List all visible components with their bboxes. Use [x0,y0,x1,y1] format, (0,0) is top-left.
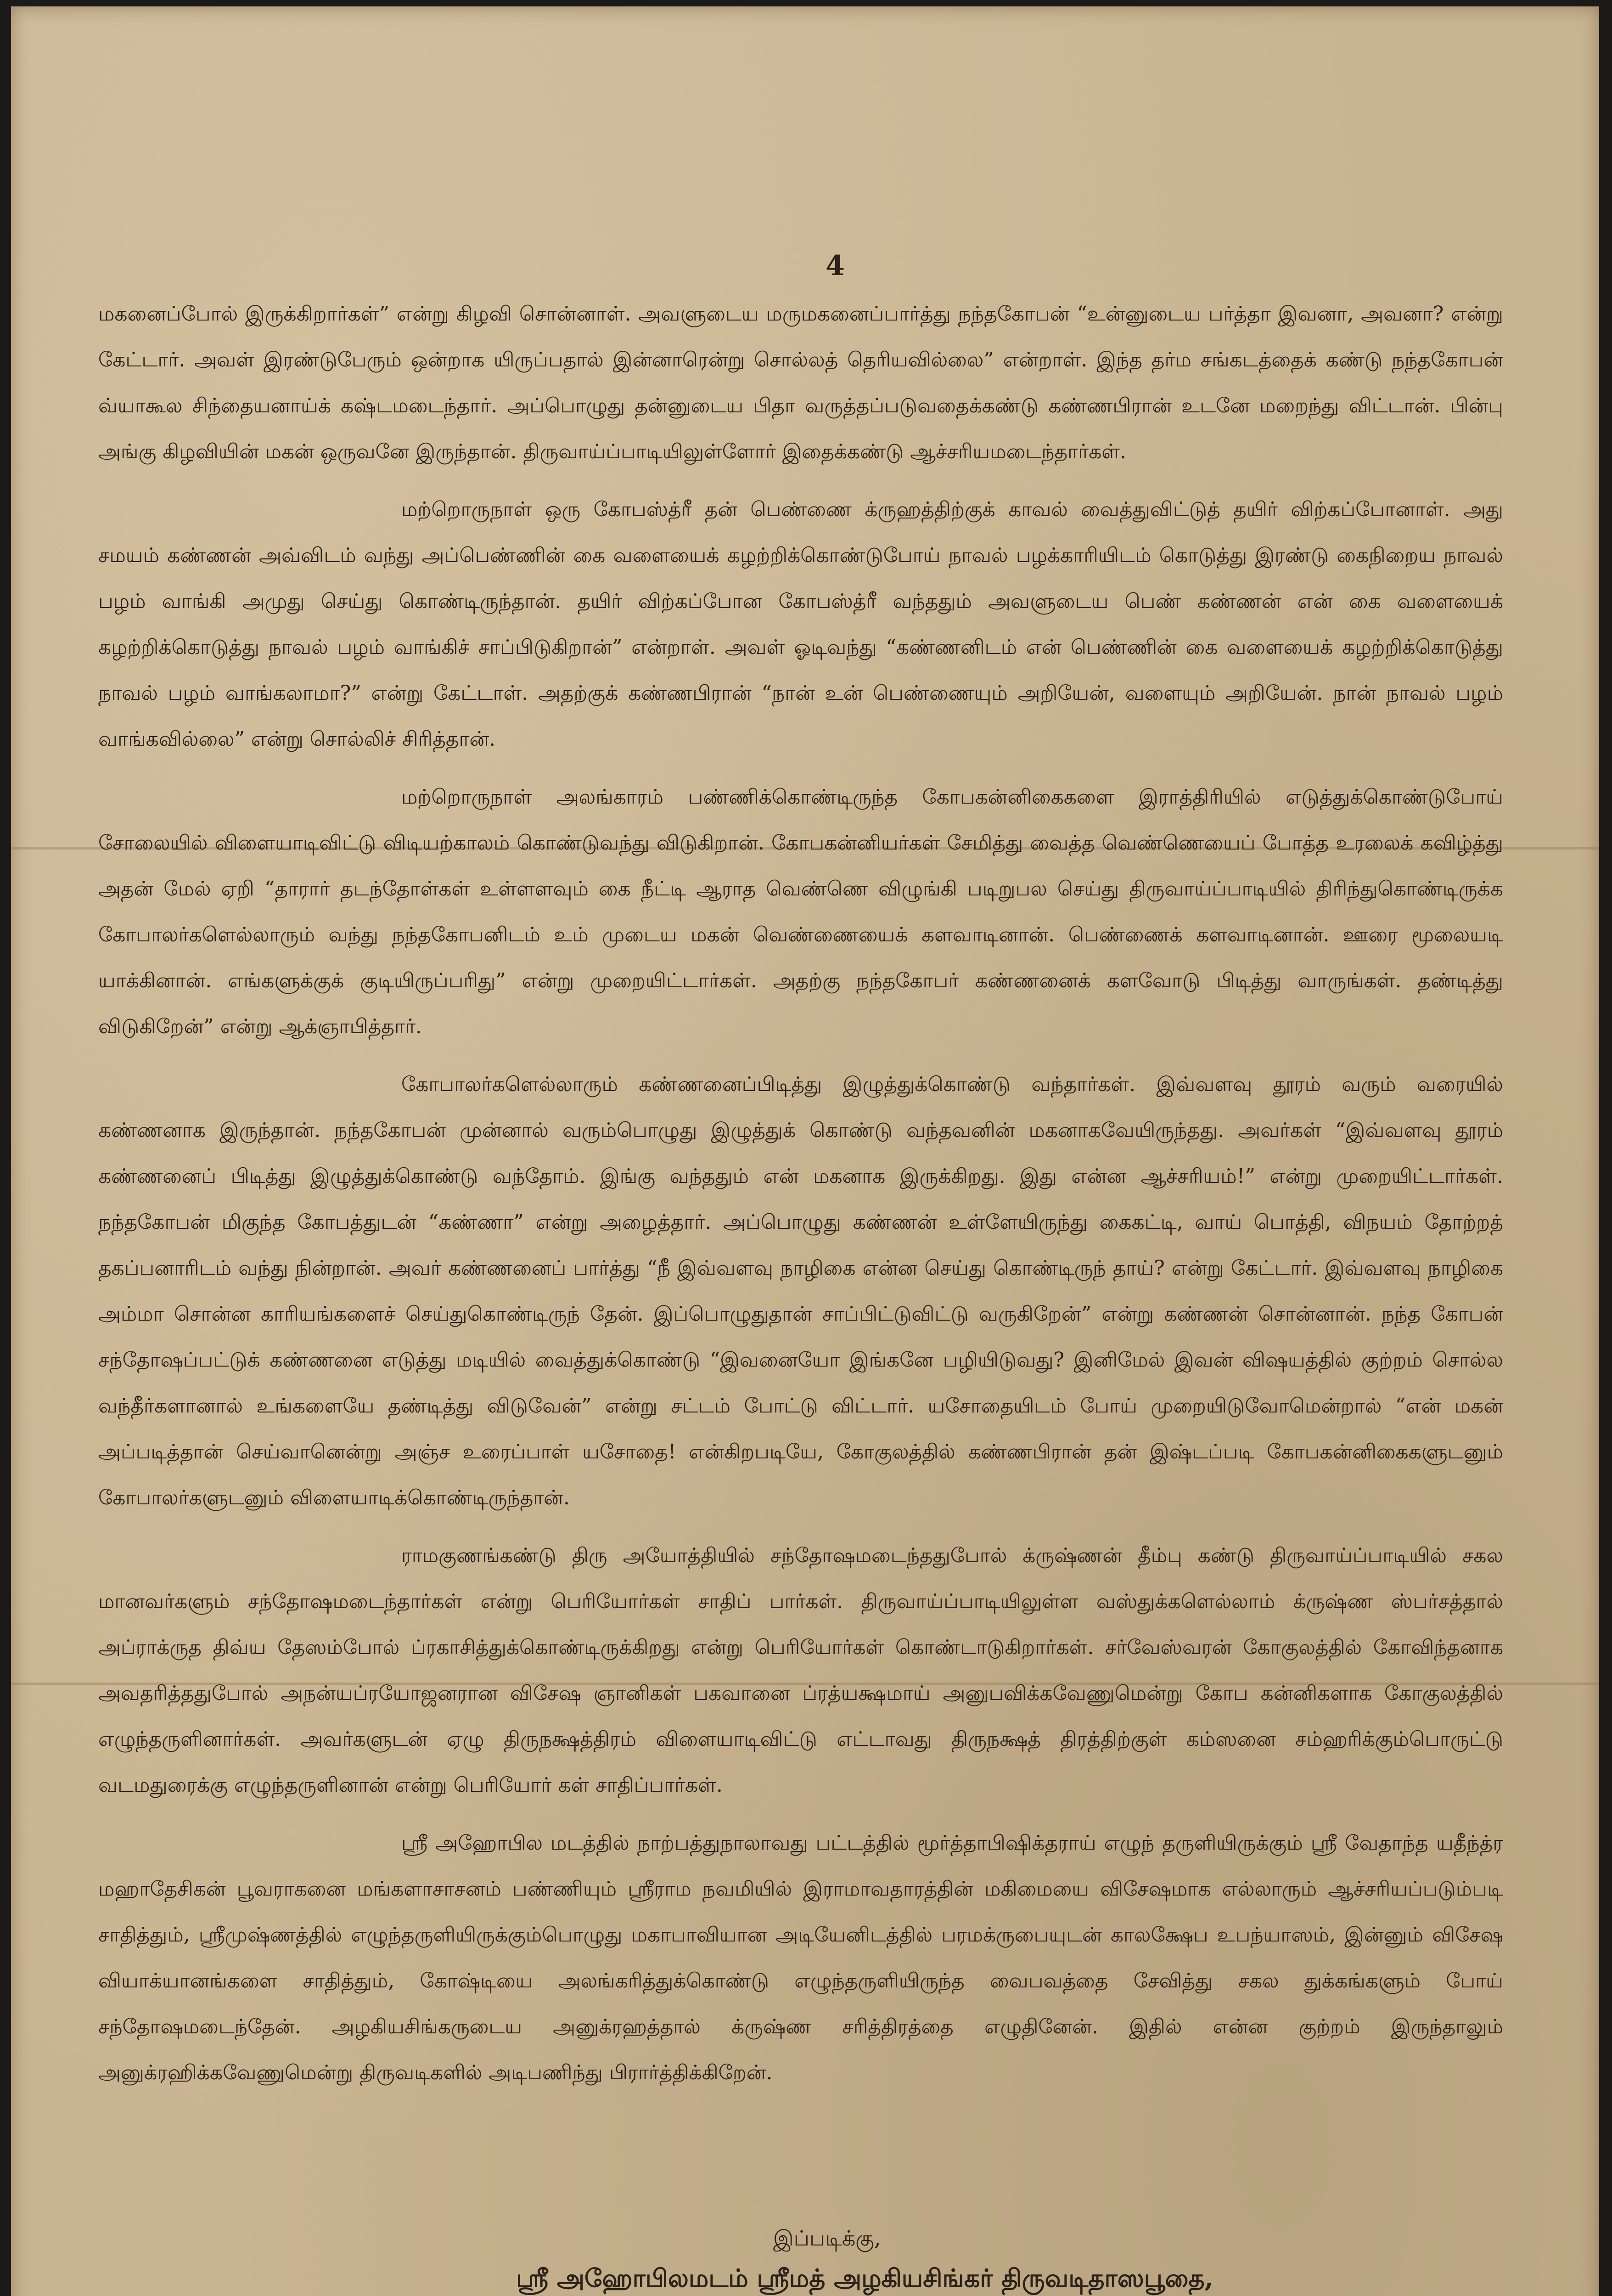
body-text [98,291,1503,2108]
page-number: 4 [826,250,845,282]
paragraph: ராமகுணங்கண்டு திரு அயோத்தியில் சந்தோஷமடைந்ததுபோல் க்ருஷ்ணன் தீம்பு கண்டு திருவாய்ப்பாடியில் சகல மானவர்களும் சந்தோஷமடைந்தார்கள் என்று பெரியோர்கள் சாதிப் பார்கள். திருவாய்ப்பாடியிலுள்ள வஸ்துக்களெல்லாம் க்ருஷ்ண ஸ்பர்சத்தால் அப்ராக்ருத திவ்ய தேஸம்போல் ப்ரகாசித்துக்கொண்டிருக்கிறது என்று பெரியோர்கள் கொண்டாடுகிறார்கள். சர்வேஸ்வரன் கோகுலத்தில் கோவிந்தனாக அவதரித்ததுபோல் அநன்யப்ரயோஜனரான விசேஷ ஞானிகள் பகவானை ப்ரத்யக்ஷமாய் அனுபவிக்கவேணுமென்று கோப கன்னிகளாக கோகுலத்தில் எழுந்தருளினார்கள். அவர்களுடன் ஏழு திருநக்ஷத்திரம் விளையாடிவிட்டு எட்டாவது திருநக்ஷத் திரத்திற்குள் கம்ஸனை சம்ஹரிக்கும்பொருட்டு வடமதுரைக்கு எழுந்தருளினான் என்று பெரியோர் கள் சாதிப்பார்கள். [98,1544,1503,1797]
paragraph: ஸ்ரீ அஹோபில மடத்தில் நாற்பத்துநாலாவது பட்டத்தில் மூர்த்தாபிஷிக்தராய் எழுந் தருளியிருக்கும் ஸ்ரீ வேதாந்த யதீந்த்ர மஹாதேசிகன் பூவராகனை மங்களாசாசனம் பண்ணியும் ஸ்ரீராம நவமியில் இராமாவதாரத்தின் மகிமையை விசேஷமாக எல்லாரும் ஆச்சரியப்படும்படி சாதித்தும், ஸ்ரீமுஷ்ணத்தில் எழுந்தருளியிருக்கும்பொழுது மகாபாவியான அடியேனிடத்தில் பரமக்ருபையுடன் காலக்ஷேப உபந்யாஸம், இன்னும் விசேஷ வியாக்யானங்களை சாதித்தும், கோஷ்டியை அலங்கரித்துக்கொண்டு எழுந்தருளியிருந்த வைபவத்தை சேவித்து சகல துக்கங்களும் போய் சந்தோஷமடைந்தேன். அழகியசிங்கருடைய அனுக்ரஹத்தால் க்ருஷ்ண சரித்திரத்தை எழுதினேன். இதில் என்ன குற்றம் இருந்தாலும் அனுக்ரஹிக்கவேணுமென்று திருவடிகளில் அடிபணிந்து பிரார்த்திக்கிறேன். [98,1831,1503,2084]
signatory-title: ஸ்ரீ அஹோபிலமடம் ஸ்ரீமத் அழகியசிங்கர் திருவடிதாஸபூதை, [516,2263,1213,2293]
paragraph: மகனைப்போல் இருக்கிறார்கள்” என்று கிழவி சொன்னாள். அவளுடைய மருமகனைப்பார்த்து நந்தகோபன் “உன்னுடைய பர்த்தா இவனா, அவனா? என்று கேட்டார். அவள் இரண்டுபேரும் ஒன்றாக யிருப்பதால் இன்னாரென்று சொல்லத் தெரியவில்லை” என்றாள். இந்த தர்ம சங்கடத்தைக் கண்டு நந்தகோபன் வ்யாகூல சிந்தையனாய்க் கஷ்டமடைந்தார். அப்பொழுது தன்னுடைய பிதா வருத்தப்படுவதைக்கண்டு கண்ணபிரான் உடனே மறைந்து விட்டான். பின்பு அங்கு கிழவியின் மகன் ஒருவனே இருந்தான். திருவாய்ப்பாடியிலுள்ளோர் இதைக்கண்டு ஆச்சரியமடைந்தார்கள். [98,302,1504,463]
paragraph: மற்றொருநாள் ஒரு கோபஸ்த்ரீ தன் பெண்ணை க்ருஹத்திற்குக் காவல் வைத்துவிட்டுத் தயிர் விற்கப்போனாள். அது சமயம் கண்ணன் அவ்விடம் வந்து அப்பெண்ணின் கை வளையைக் கழற்றிக்கொண்டுபோய் நாவல் பழக்காரியிடம் கொடுத்து இரண்டு கைநிறைய நாவல் பழம் வாங்கி அமுது செய்து கொண்டிருந்தான். தயிர் விற்கப்போன கோபஸ்த்ரீ வந்ததும் அவளுடைய பெண் கண்ணன் என் கை வளையைக் கழற்றிக்கொடுத்து நாவல் பழம் வாங்கிச் சாப்பிடுகிறான்” என்றாள். அவள் ஓடிவந்து “கண்ணனிடம் என் பெண்ணின் கை வளையைக் கழற்றிக்கொடுத்து நாவல் பழம் வாங்கலாமா?” என்று கேட்டாள். அதற்குக் கண்ணபிரான் “நான் உன் பெண்ணையும் அறியேன், வளையும் அறியேன். நான் நாவல் பழம் வாங்கவில்லை” என்று சொல்லிச் சிரித்தான். [98,498,1503,751]
closing-salutation: இப்படிக்கு, [773,2226,881,2251]
paragraph: மற்றொருநாள் அலங்காரம் பண்ணிக்கொண்டிருந்த கோபகன்னிகைகளை இராத்திரியில் எடுத்துக்கொண்டுபோய் சோலையில் விளையாடிவிட்டு விடியற்காலம் கொண்டுவந்து விடுகிறான். கோபகன்னியர்கள் சேமித்து வைத்த வெண்ணெயைப் போத்த உரலைக் கவிழ்த்து அதன் மேல் ஏறி “தாரார் தடந்தோள்கள் உள்ளளவும் கை நீட்டி ஆராத வெண்ணெ விழுங்கி படிறுபல செய்து திருவாய்ப்பாடியில் திரிந்துகொண்டிருக்க கோபாலர்களெல்லாரும் வந்து நந்தகோபனிடம் உம் முடைய மகன் வெண்ணையைக் களவாடினான். பெண்ணைக் களவாடினான். ஊரை மூலையடி யாக்கினான். எங்களுக்குக் குடியிருப்பரிது” என்று முறையிட்டார்கள். அதற்கு நந்தகோபர் கண்ணனைக் களவோடு பிடித்து வாருங்கள். தண்டித்து விடுகிறேன்” என்று ஆக்ஞாபித்தார். [98,785,1503,1038]
document-page [11,6,1599,2296]
paragraph: கோபாலர்களெல்லாரும் கண்ணனைப்பிடித்து இழுத்துக்கொண்டு வந்தார்கள். இவ்வளவு தூரம் வரும் வரையில் கண்ணனாக இருந்தான். நந்தகோபன் முன்னால் வரும்பொழுது இழுத்துக் கொண்டு வந்தவனின் மகனாகவேயிருந்தது. அவர்கள் “இவ்வளவு தூரம் கண்ணனைப் பிடித்து இழுத்துக்கொண்டு வந்தோம். இங்கு வந்ததும் என் மகனாக இருக்கிறது. இது என்ன ஆச்சரியம்!” என்று முறையிட்டார்கள். நந்தகோபன் மிகுந்த கோபத்துடன் “கண்ணா” என்று அழைத்தார். அப்பொழுது கண்ணன் உள்ளேயிருந்து கைகட்டி, வாய் பொத்தி, விநயம் தோற்றத் தகப்பனாரிடம் வந்து நின்றான். அவர் கண்ணனைப் பார்த்து “நீ இவ்வளவு நாழிகை என்ன செய்து கொண்டிருந் தாய்? என்று கேட்டார். இவ்வளவு நாழிகை அம்மா சொன்ன காரியங்களைச் செய்துகொண்டிருந் தேன். இப்பொழுதுதான் சாப்பிட்டுவிட்டு வருகிறேன்” என்று கண்ணன் சொன்னான். நந்த கோபன் சந்தோஷப்பட்டுக் கண்ணனை எடுத்து மடியில் வைத்துக்கொண்டு “இவனையோ இங்கனே பழியிடுவது? இனிமேல் இவன் விஷயத்தில் குற்றம் சொல்ல வந்தீர்களானால் உங்களையே தண்டித்து விடுவேன்” என்று சட்டம் போட்டு விட்டார். யசோதையிடம் போய் முறையிடுவோமென்றால் “என் மகன் அப்படித்தான் செய்வானென்று அஞ்ச உரைப்பாள் யசோதை! என்கிறபடியே, கோகுலத்தில் கண்ணபிரான் தன் இஷ்டப்படி கோபகன்னிகைகளுடனும் கோபாலர்களுடனும் விளையாடிக்கொண்டிருந்தான். [98,1073,1503,1509]
